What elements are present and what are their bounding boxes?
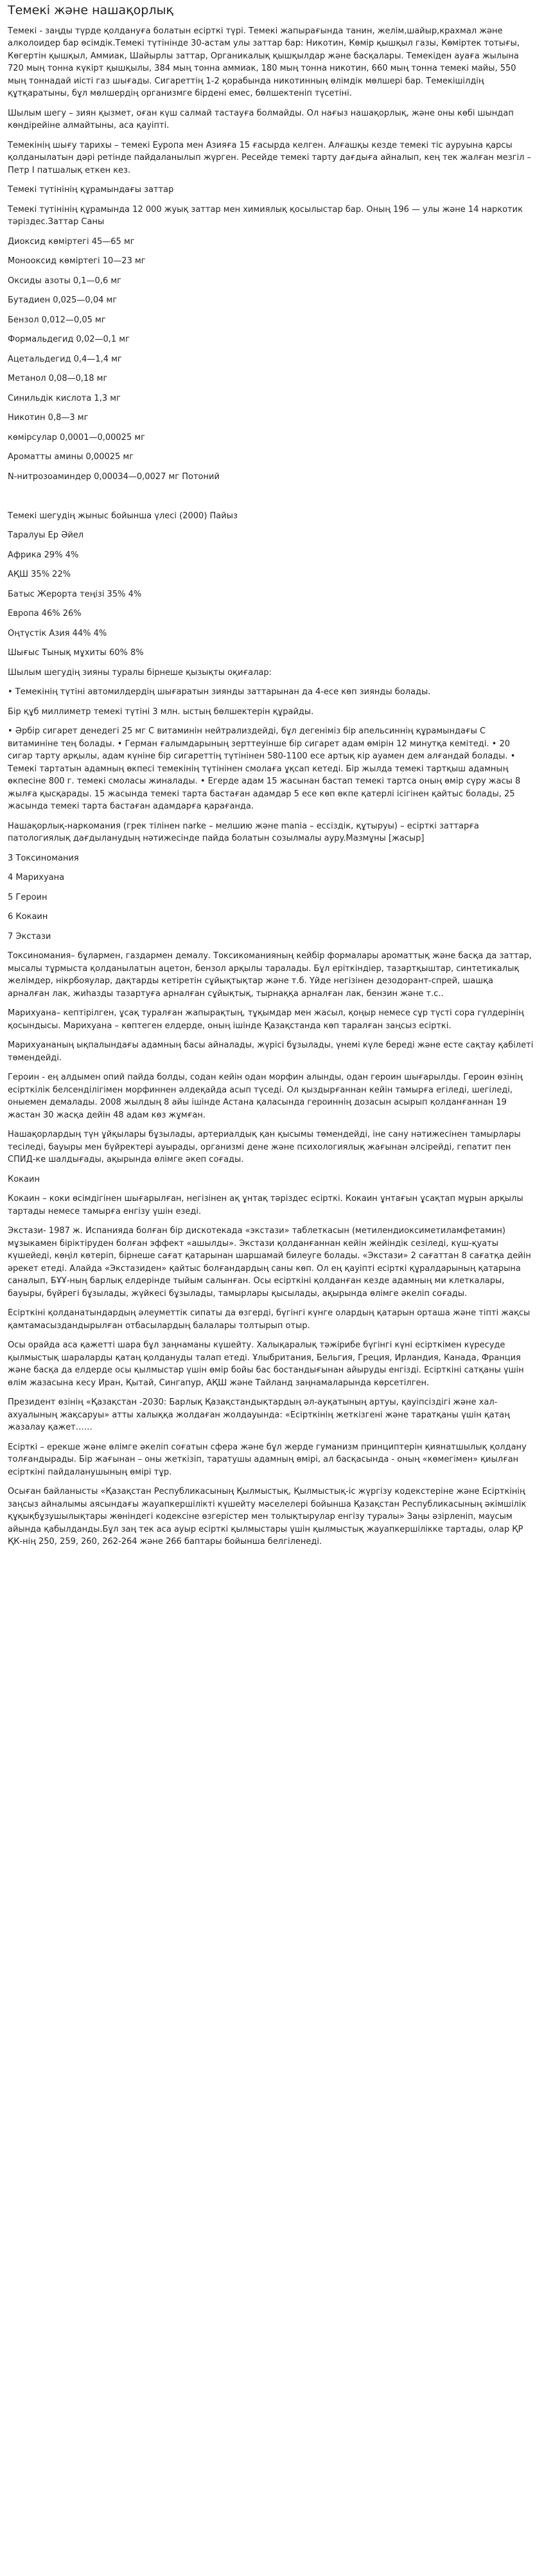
paragraph: Героин - ең алдымен опий пайда болды, содан кейін одан морфин алынды, одан героин шығарылды. Героин өзінің есірткілік белсенділігімен морфиннен әлдеқайда асып түседі. Ол қыздырғаннан кейін тамырға егіледі, шегіледі, оныемен демалады. 2008 жылдың 8 айы ішінде Астана қаласында героиннің дозасын асырып қолданғаннан 19 жастан 30 жасқа дейін 48 адам көз жұмған.	[8, 1073, 523, 1120]
paragraph: Экстази- 1987 ж. Испанияда болған бір дискотекада «экстази» таблеткасын (метилендиоксиметиламфетамин) мұзыкамен біріктіруден болған эффект «ашылды». Экстази қолданғаннан кейін жейіндік сезіледі, күш-қуаты күшейеді, көңіл көтеріп, бірнеше сағат қатарынан шаршамай билеуге болады. «Экстази» 2 сағаттан 8 сағатқа дейін әрекет етеді. Алайда «Экстазиден» қайтыс болғандардың саны көп. Ол ең қауіпті есірткі құралдарының қатарына саналып, БҰҰ-ның барлық елдерінде тыйым салынған. Осы есірткіні қолданған кезде адамның ми клеткалары, бауыры, бүйрегі бұзылады, жүйкесі бұзылады, тамырлары қысылады, ақырында өлімге әкеліп соғады.	[8, 1226, 531, 1299]
paragraph: Никотин 0,8—3 мг	[8, 413, 89, 423]
paragraph: Темекінің шығу тарихы – темекі Еуропа мен Азияға 15 ғасырда келген. Алғашқы кезде темекі тіс ауруына қарсы қолданылатын дәрі ретінде пайдаланылып жүрген. Ресейде темекі тарту дағдыға айналып, кең тек жалған мезгіл – Петр I патшалық еткен кез.	[8, 140, 532, 175]
paragraph: Осыған байланысты «Қазақстан Республикасының Қылмыстық, Қылмыстық-іс жүргізу кодекстеріне және Есірткінің заңсыз айналымы аясындағы жауапкершілікті күшейту мәселелері бойынша Қазақстан Республикасының әкімшілік құқықбұзушылықтары жөніндегі кодексіне өзгерістер мен толықтырулар енгізу туралы» Заңы әзірленіп, маусым айында қабылданды.Бұл заң тек аса ауыр есірткі қылмыстары үшін қылмыстық жауапкершілікке тартады, олар ҚР ҚК-нің 250, 259, 260, 262-264 және 266 баптары бойынша белгіленеді.	[8, 1487, 527, 1546]
paragraph: Оксиды азоты 0,1—0,6 мг	[8, 276, 121, 286]
paragraph: 4 Марихуана	[8, 873, 65, 882]
paragraph: • Әрбір сигарет денедегі 25 мг С витаминін нейтрализдейді, бұл дегеніміз бір апельсиннің құрамындағы С витаминіне тең болады. • Герман ғалымдарының зерттеуінше бір сигарет адам өмірін 12 минутқа кемітеді. • 20 сигар тарту арқылы, адам күніне бір сигареттің түтінінен 580-1100 есе артық кір ауамен дем алғандай болады. • Темекі тартатын адамның өкпесі темекінің түтінінен смолаға ұқсап кетеді. Бір жылда темекі тартқыш адамның өкпесіне 800 г. темекі смоласы жиналады. • Егерде адам 15 жасынан бастап темекі тартса оның өмір сүру жасы 8 жылға қысқарады. 15 жасында темекі тарта бастаған адамдар 5 есе көп өкпе қатерлі ісігінен қайтыс болады, 25 жасында темекі тарта бастаған адамдарға қарағанда.	[8, 726, 521, 811]
paragraph: Диоксид көміртегі 45—65 мг	[8, 236, 135, 247]
paragraph: Бензол 0,012—0,05 мг	[8, 315, 106, 325]
paragraph: Бір құб миллиметр темекі түтіні 3 млн. ыстың бөлшектерін құрайды.	[8, 706, 314, 717]
paragraph: Оңтүстік Азия 44% 4%	[8, 628, 107, 638]
paragraph: Формальдегид 0,02—0,1 мг	[8, 335, 130, 344]
paragraph: Темекі шегудің жыныс бойынша үлесі (2000) Пайыз	[8, 511, 238, 521]
paragraph: Африка 29% 4%	[8, 550, 79, 560]
paragraph: 6 Кокаин	[8, 912, 48, 922]
paragraph: Шығыс Тынық мұхиты 60% 8%	[8, 648, 144, 658]
paragraph: Марихуананың ықпалындағы адамның басы айналады, жүрісі бұзылады, үнемі күле береді және есте сақтау қабілеті төмендейді.	[8, 1040, 534, 1063]
paragraph: Ароматты амины 0,00025 мг	[8, 452, 134, 462]
paragraph: Ацетальдегид 0,4—1,4 мг	[8, 354, 122, 364]
paragraph: Батыс Жерорта теңізі 35% 4%	[8, 589, 142, 599]
paragraph: Синильдік кислота 1,3 мг	[8, 393, 121, 403]
paragraph: Темекі - заңды түрде қолдануға болатын есірткі түрі. Темекі жапырағында танин, желім,шайыр,крахмал және алколоидер бар өсімдік.Темекі түтінінде 30-астам улы заттар бар: Никотин, Көмір қышқыл газы, Көміртек тотығы, Көгертін қышқыл, Аммиак, Шайырлы заттар, Органикалық қышқылдар және басқалары. Темекіден ауаға жылына 720 мың тонна күкірт қышқылы, 384 мың тонна аммиак, 180 мың тонна никотин, 660 мың тонна темекі майы, 550 мың тоннадай иісті газ шығады. Сигареттің 1-2 қорабында никотинның өлімдік мөлшері бар. Темекішілдің құтқаратыны, бұл мөлшердің организмге бірдені емес, бөлшектеніп түсетіні.	[8, 26, 520, 98]
paragraph: Темекі түтінінің құрамындағы заттар	[8, 185, 174, 195]
paragraph: Нашақорлық-наркомания (грек тілінен narke – мелшию және mania – ессіздік, құтыруы) – есірткі заттарға патологиялық дағдыланудың нәтижесінде пайда болатын созылмалы аурy.Мазмұны [жасыр]	[8, 821, 479, 843]
paragraph: Шылым шегудің зияны туралы бірнеше қызықты оқиғалар:	[8, 667, 272, 678]
paragraph: N-нитрозоаминдер 0,00034—0,0027 мг Потоний	[8, 471, 220, 482]
paragraph: • Темекінің түтіні автомилдердің шығаратын зиянды заттарынан да 4-есе көп зиянды болады.	[8, 687, 431, 697]
paragraph: Бутадиен 0,025—0,04 мг	[8, 295, 118, 305]
paragraph: 5 Героин	[8, 892, 48, 902]
paragraph: Европа 46% 26%	[8, 609, 82, 618]
paragraph: Токсиномания– бұлармен, газдармен демалу. Токсикоманияның кейбір формалары ароматтық және басқа да заттар, мысалы тұрмыста қолданылатын ацетон, бензол арқылы таралады. Бұл еріткіндіер, тазартқыштар, синтетикалық желімдер, нікрбояулар, дақтарды кетіретін сұйықтықтар және т.б. Үйде негізінен дезодорант-спрей, шашқа арналған лак, жиһазды тазартуға арналған сұйықтық, тырнаққа арналған лак, бензин және т.с..	[8, 951, 532, 999]
paragraph: Метанол 0,08—0,18 мг	[8, 374, 108, 383]
paragraph: 7 Экстази	[8, 931, 51, 942]
paragraph: көмірсулар 0,0001—0,00025 мг	[8, 432, 145, 442]
paragraph: Осы орайда аса қажетті шара бұл заңнаманы күшейту. Халықаралық тәжірибе бүгінгі күні есірткімен күресуде қылмыстық шараларды қатаң қолдануды талап етеді. Ұлыбритания, Бельгия, Греция, Ирландия, Канада, Франция және басқа да елдерде осы қылмыстар үшін өмір бойы бас бостандығынан айыруды енгізді. Есірткіні сатқаны үшін өлім жазасына кесу Иран, Қытай, Сингапур, АҚШ және Тайланд заңнамаларында көрсетілген.	[8, 1340, 524, 1388]
paragraph: Президент өзінің «Қазақстан -2030: Барлық Қазақстандықтардың әл-ауқатының артуы, қауіпсіздігі және хал-ахуалының жақсаруы» атты халыққа жолдаған жолдауында: «Есірткінің жеткізгені және таратқаны үшін қатаң жазалау қажет……	[8, 1398, 510, 1432]
article-body	[8, 25, 536, 1548]
paragraph: АҚШ 35% 22%	[8, 570, 71, 579]
paragraph: 3 Токсиномания	[8, 853, 79, 863]
paragraph: Монооксид көміртегі 10—23 мг	[8, 256, 146, 266]
paragraph: Есірткі – ерекше және өлімге әкеліп соғатын сфера және бұл жерде гуманизм принциптерін қиянатшылық қолдану толғандырады. Бір жағынан – оны жеткізіп, таратушы адамның өмірі, ал басқасында - оның «көмегімен» қиылған есірткіні пайдаланушының өмірі тұр.	[8, 1442, 527, 1477]
paragraph: Шылым шегу – зиян қызмет, оған күш салмай тастауға болмайды. Ол нағыз нашақорлық, және оны көбі шындап көндірейіне алмайтыны, аса қауіпті.	[8, 108, 514, 130]
paragraph: Есірткіні қолданатындардың әлеуметтік сипаты да өзгерді, бүгінгі күнге олардың қатарын орташа және тіпті жақсы қамтамасыздандырылған отбасылардың балалары толтырып отыр.	[8, 1308, 531, 1331]
paragraph: Нашақорлардың түн ұйқылары бұзылады, артериалдық қан қысымы төмендейді, іне сану нәтижесінен тамырлары тесіледі, бауыры мен бүйректері ауырады, организмі дене және психологиялық жағынан әлсірейді, гепатит пен СПИД-ке шалдығады, ақырында өлімге әкеп соғады.	[8, 1130, 521, 1164]
paragraph	[8, 490, 536, 503]
paragraph: Кокаин	[8, 1174, 40, 1184]
paragraph: Таралуы Ер Әйел	[8, 530, 84, 540]
paragraph: Марихуана– кептірілген, ұсақ туралған жапырақтың, тұқымдар мен жасыл, қоңыр немесе сұр түсті сора гүлдерінің қосындысы. Марихуана – көптеген елдерде, оның ішінде Қазақстанда көп таралған заңсыз есірткі.	[8, 1008, 524, 1031]
paragraph: Темекі түтінінің құрамында 12 000 жуық заттар мен химиялық қосылыстар бар. Оның 196 — улы және 14 наркотик тәріздес.Заттар Саны	[8, 204, 523, 227]
paragraph: Кокаин – коки өсімдігінен шығарылған, негізінен ақ ұнтақ тәріздес есірткі. Кокаин ұнтағын ұсақтап мұрын арқылы тартады немесе тамырға енгізу үшін езеді.	[8, 1194, 523, 1216]
page-title: Темекі және нашақорлық	[8, 3, 173, 17]
